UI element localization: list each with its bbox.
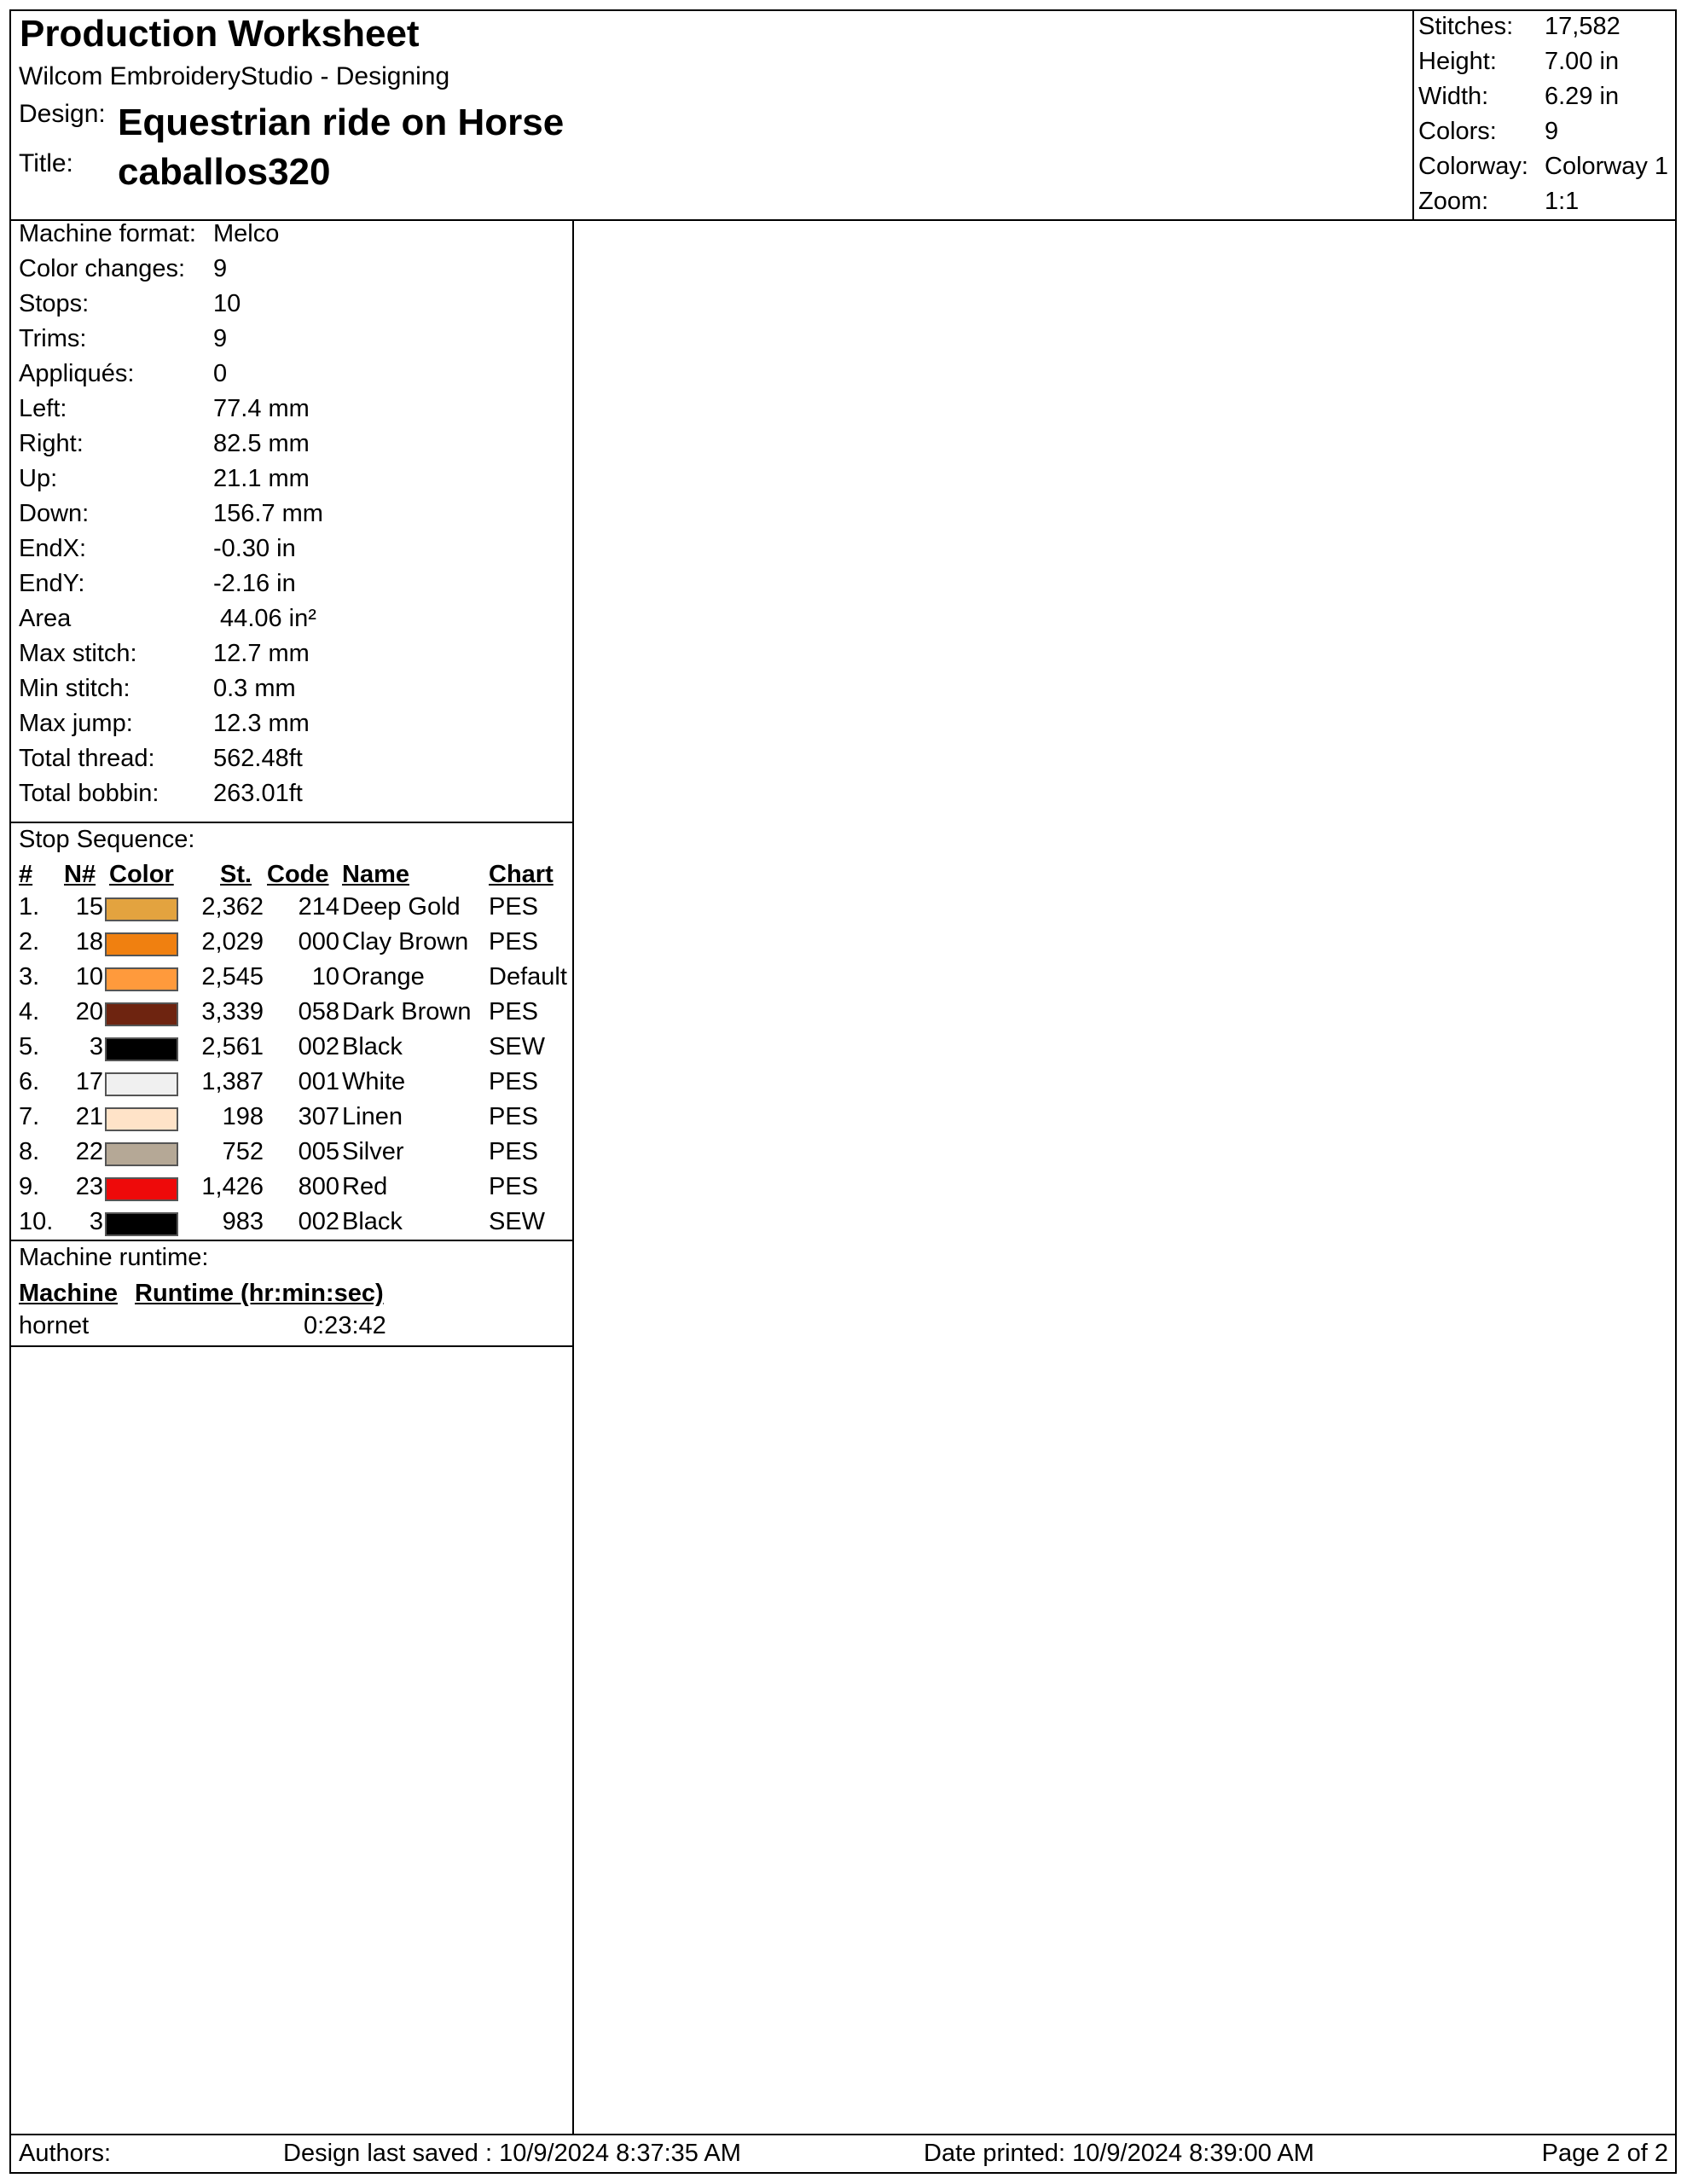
thread-code: 002: [298, 1208, 339, 1235]
col-header-needle: N#: [64, 861, 96, 888]
summary-row-colors: [1414, 118, 1677, 153]
info-label: Min stitch:: [19, 675, 130, 702]
section-divider: [11, 1240, 572, 1241]
summary-label: Colorway:: [1418, 153, 1528, 180]
section-divider: [11, 1345, 572, 1347]
needle-number: 20: [75, 998, 103, 1025]
row-number: 2.: [19, 928, 40, 956]
summary-row-zoom: [1414, 188, 1677, 223]
needle-number: 3: [89, 1033, 103, 1060]
info-label: Total bobbin:: [19, 780, 159, 807]
info-value: Melco: [213, 220, 280, 247]
info-value: 9: [213, 325, 228, 352]
stitch-count: 198: [222, 1103, 264, 1130]
stitch-count: 983: [222, 1208, 264, 1235]
info-value: 21.1 mm: [213, 465, 310, 492]
software-name: Wilcom EmbroideryStudio - Designing: [19, 62, 450, 90]
color-swatch: [105, 932, 178, 956]
date-printed: Date printed: 10/9/2024 8:39:00 AM: [924, 2140, 1314, 2167]
info-value: 562.48ft: [213, 745, 303, 772]
info-label: EndX:: [19, 535, 86, 562]
stitch-count: 2,362: [201, 893, 264, 921]
summary-row-height: [1414, 48, 1677, 83]
info-label: Stops:: [19, 290, 90, 317]
thread-chart: PES: [489, 1103, 539, 1130]
summary-row-stitches: [1414, 13, 1677, 48]
thread-code: 002: [298, 1033, 339, 1060]
needle-number: 15: [75, 893, 103, 921]
row-number: 1.: [19, 893, 40, 921]
info-row-right: [11, 430, 572, 465]
stitch-count: 2,545: [201, 963, 264, 990]
thread-chart: SEW: [489, 1033, 546, 1060]
thread-chart: PES: [489, 1173, 539, 1200]
design-name: Equestrian ride on Horse: [118, 102, 565, 143]
thread-code: 058: [298, 998, 339, 1025]
summary-value: 1:1: [1545, 188, 1580, 215]
row-number: 5.: [19, 1033, 40, 1060]
summary-label: Height:: [1418, 48, 1497, 75]
color-swatch: [105, 967, 178, 991]
summary-value: 7.00 in: [1545, 48, 1620, 75]
design-title: caballos320: [118, 151, 331, 193]
info-value: 156.7 mm: [213, 500, 323, 527]
info-label: Area: [19, 605, 72, 632]
thread-name: Dark Brown: [342, 998, 472, 1025]
info-label: Appliqués:: [19, 360, 135, 387]
worksheet-footer: [11, 2134, 1675, 2174]
thread-name: Black: [342, 1033, 403, 1060]
thread-chart: SEW: [489, 1208, 546, 1235]
summary-label: Width:: [1418, 83, 1489, 110]
stitch-count: 1,387: [201, 1068, 264, 1095]
page-number: Page 2 of 2: [1541, 2140, 1668, 2167]
info-label: Trims:: [19, 325, 87, 352]
thread-chart: PES: [489, 1138, 539, 1165]
worksheet-header: [11, 11, 1675, 221]
info-label: Max jump:: [19, 710, 133, 737]
table-row: [11, 963, 572, 998]
col-header-machine: Machine: [19, 1280, 119, 1307]
info-label: Machine format:: [19, 220, 196, 247]
info-row-area: [11, 605, 572, 640]
worksheet-frame: [9, 9, 1677, 2174]
col-header-num: #: [19, 861, 33, 888]
table-row: [11, 1033, 572, 1068]
info-row-endx: [11, 535, 572, 570]
table-row: [11, 1208, 572, 1243]
thread-code: 005: [298, 1138, 339, 1165]
info-value: 263.01ft: [213, 780, 303, 807]
summary-value: 9: [1545, 118, 1559, 145]
stitch-count: 2,029: [201, 928, 264, 956]
table-row: [11, 1138, 572, 1173]
color-swatch: [105, 1142, 178, 1166]
table-row: [11, 1068, 572, 1103]
row-number: 9.: [19, 1173, 40, 1200]
info-row-stops: [11, 290, 572, 325]
info-value: 0.3 mm: [213, 675, 296, 702]
info-value: 9: [213, 255, 228, 282]
col-header-code: Code: [267, 861, 329, 888]
thread-chart: PES: [489, 893, 539, 921]
stop-sequence-title: Stop Sequence:: [19, 826, 195, 853]
summary-row-width: [1414, 83, 1677, 118]
needle-number: 21: [75, 1103, 103, 1130]
thread-name: Deep Gold: [342, 893, 461, 921]
info-value: 44.06 in²: [213, 605, 316, 632]
thread-chart: PES: [489, 1068, 539, 1095]
stitch-count: 1,426: [201, 1173, 264, 1200]
table-row: [11, 1173, 572, 1208]
color-swatch: [105, 1072, 178, 1096]
needle-number: 22: [75, 1138, 103, 1165]
summary-label: Colors:: [1418, 118, 1497, 145]
thread-code: 10: [311, 963, 339, 990]
thread-name: Linen: [342, 1103, 403, 1130]
info-value: -0.30 in: [213, 535, 296, 562]
info-label: Color changes:: [19, 255, 186, 282]
info-value: 0: [213, 360, 228, 387]
thread-chart: Default: [489, 963, 567, 990]
title-label: Title:: [19, 149, 73, 177]
thread-chart: PES: [489, 928, 539, 956]
section-divider: [11, 822, 572, 823]
info-value: 10: [213, 290, 241, 317]
info-label: EndY:: [19, 570, 85, 597]
info-row-max-jump: [11, 710, 572, 745]
thread-code: 307: [298, 1103, 339, 1130]
needle-number: 3: [89, 1208, 103, 1235]
design-label: Design:: [19, 100, 106, 128]
summary-row-colorway: [1414, 153, 1677, 188]
runtime-value: 0:23:42: [304, 1312, 386, 1339]
thread-code: 001: [298, 1068, 339, 1095]
row-number: 7.: [19, 1103, 40, 1130]
info-value: -2.16 in: [213, 570, 296, 597]
thread-name: White: [342, 1068, 406, 1095]
design-last-saved: Design last saved : 10/9/2024 8:37:35 AM: [283, 2140, 741, 2167]
color-swatch: [105, 897, 178, 921]
info-value: 12.3 mm: [213, 710, 310, 737]
table-row: [11, 998, 572, 1033]
row-number: 8.: [19, 1138, 40, 1165]
needle-number: 18: [75, 928, 103, 956]
thread-name: Black: [342, 1208, 403, 1235]
table-row: [11, 1103, 572, 1138]
thread-name: Silver: [342, 1138, 404, 1165]
authors-label: Authors:: [19, 2140, 111, 2167]
info-row-up: [11, 465, 572, 500]
info-row-total-thread: [11, 745, 572, 780]
thread-code: 800: [298, 1173, 339, 1200]
machine-runtime-title: Machine runtime:: [19, 1244, 209, 1271]
thread-name: Clay Brown: [342, 928, 469, 956]
thread-code: 214: [298, 893, 339, 921]
stitch-count: 752: [222, 1138, 264, 1165]
col-header-runtime: Runtime (hr:min:sec): [135, 1280, 384, 1307]
col-header-stitches: St.: [220, 861, 252, 888]
info-row-color-changes: [11, 255, 572, 290]
row-number: 3.: [19, 963, 40, 990]
info-value: 82.5 mm: [213, 430, 310, 457]
thread-code: 000: [298, 928, 339, 956]
info-row-max-stitch: [11, 640, 572, 675]
info-row-down: [11, 500, 572, 535]
info-label: Total thread:: [19, 745, 155, 772]
info-row-appliques: [11, 360, 572, 395]
table-row: [11, 928, 572, 963]
needle-number: 17: [75, 1068, 103, 1095]
color-swatch: [105, 1107, 178, 1131]
summary-value: Colorway 1: [1545, 153, 1669, 180]
info-label: Max stitch:: [19, 640, 137, 667]
summary-panel: [1412, 11, 1675, 219]
info-row-endy: [11, 570, 572, 605]
color-swatch: [105, 1002, 178, 1026]
stitch-count: 2,561: [201, 1033, 264, 1060]
col-header-name: Name: [342, 861, 409, 888]
info-row-min-stitch: [11, 675, 572, 710]
row-number: 10.: [19, 1208, 54, 1235]
info-row-left: [11, 395, 572, 430]
thread-name: Red: [342, 1173, 388, 1200]
col-header-color: Color: [109, 861, 174, 888]
info-row-machine-format: [11, 220, 572, 255]
info-value: 77.4 mm: [213, 395, 310, 422]
summary-label: Stitches:: [1418, 13, 1514, 40]
color-swatch: [105, 1177, 178, 1201]
table-row: [11, 893, 572, 928]
info-label: Right:: [19, 430, 84, 457]
details-column: [11, 219, 574, 2134]
info-row-trims: [11, 325, 572, 360]
info-value: 12.7 mm: [213, 640, 310, 667]
thread-chart: PES: [489, 998, 539, 1025]
row-number: 4.: [19, 998, 40, 1025]
col-header-chart: Chart: [489, 861, 554, 888]
color-swatch: [105, 1037, 178, 1061]
thread-name: Orange: [342, 963, 425, 990]
color-swatch: [105, 1212, 178, 1236]
needle-number: 23: [75, 1173, 103, 1200]
page-title: Production Worksheet: [20, 13, 420, 55]
info-row-total-bobbin: [11, 780, 572, 815]
info-label: Left:: [19, 395, 67, 422]
info-label: Up:: [19, 465, 58, 492]
summary-label: Zoom:: [1418, 188, 1489, 215]
row-number: 6.: [19, 1068, 40, 1095]
needle-number: 10: [75, 963, 103, 990]
stitch-count: 3,339: [201, 998, 264, 1025]
info-label: Down:: [19, 500, 90, 527]
summary-value: 6.29 in: [1545, 83, 1620, 110]
summary-value: 17,582: [1545, 13, 1620, 40]
machine-name: hornet: [19, 1312, 90, 1339]
